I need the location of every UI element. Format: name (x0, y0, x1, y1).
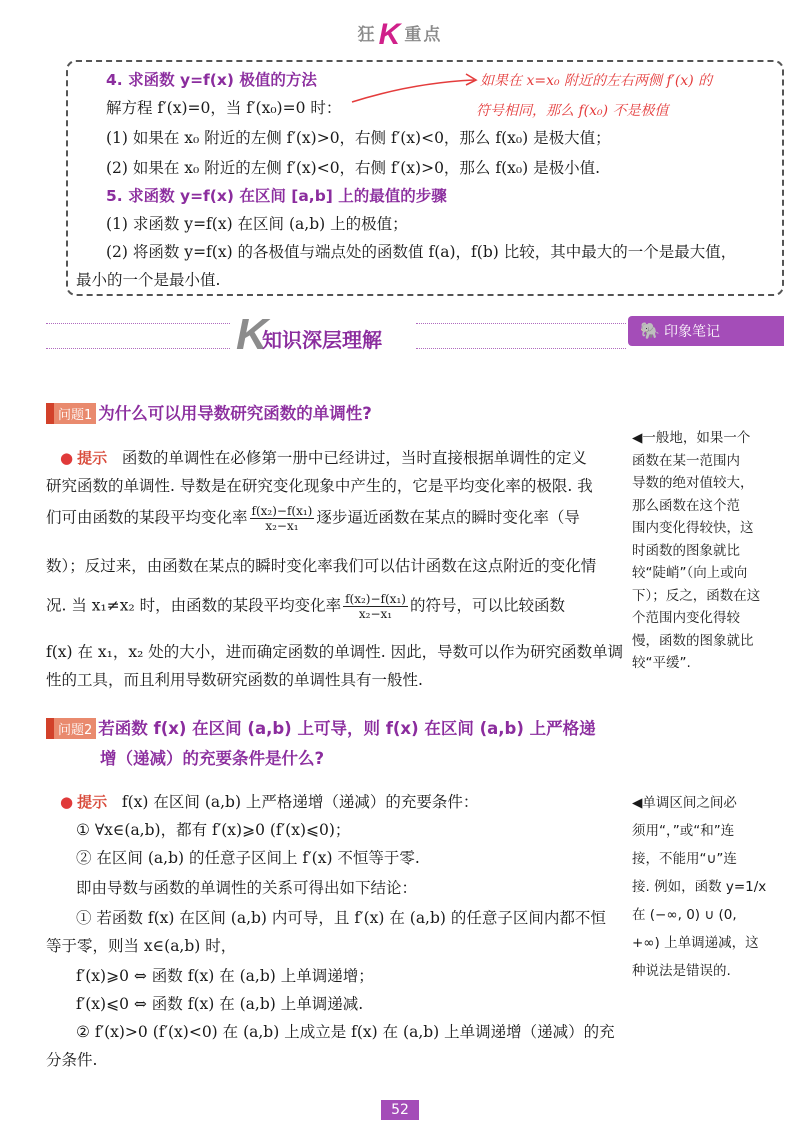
hint-dot-icon: ● (60, 793, 74, 811)
side-note-line: 个范围内变化得较 (632, 610, 740, 626)
side-note-line: 种说法是错误的. (632, 963, 731, 979)
q2-paragraph-line-9: ② f′(x)>0 (f′(x)<0) 在 (a,b) 上成立是 f(x) 在 (a,b) 上单调递增（递减）的充 (76, 1023, 615, 1041)
q1-paragraph-line-6: f(x) 在 x₁，x₂ 处的大小，进而确定函数的单调性. 因此，导数可以作为研究函数单调 (46, 643, 624, 661)
box-line-5: (2) 将函数 y=f(x) 的各极值与端点处的函数值 f(a)，f(b) 比较，其中最大的一个是最大值， (106, 243, 737, 261)
section-title: 知识深层理解 (262, 328, 382, 352)
q2-paragraph-line-8: f′(x)⩽0 ⇔ 函数 f(x) 在 (a,b) 上单调递减. (76, 995, 364, 1013)
q2-hint: ● 提示 (60, 793, 108, 811)
question-1-label: 问题1 (46, 403, 96, 424)
q2-paragraph-line-1: ● 提示 f(x) 在区间 (a,b) 上严格递增（递减）的充要条件： (60, 793, 479, 811)
method-heading-4: 4. 求函数 y=f(x) 极值的方法 (106, 71, 317, 89)
handwritten-note-line-2: 符号相同，那么 f(x₀) 不是极值 (476, 103, 669, 119)
page-number: 52 (381, 1100, 419, 1120)
box-line-1: 解方程 f′(x)=0，当 f′(x₀)=0 时： (106, 99, 342, 117)
q2-side-note (632, 789, 792, 985)
box-line-3: (2) 如果在 x₀ 附近的左侧 f′(x)<0，右侧 f′(x)>0，那么 f(x₀) 是极小值. (106, 159, 600, 177)
side-note-line: 围内变化得较快，这 (632, 520, 754, 536)
question-2-title-line-2: 增（递减）的充要条件是什么? (100, 749, 325, 768)
avg-rate-fraction-1: $\frac{\text{f(x₂)−f(x₁)}}{\text{x₂−x₁}}$ (251, 504, 313, 533)
q1-paragraph-line-4: 数）；反过来，由函数在某点的瞬时变化率我们可以估计函数在这点附近的变化情 (46, 557, 597, 575)
side-note-line: +∞) 上单调递减，这 (632, 935, 759, 951)
side-note-line: 须用“，”或“和”连 (632, 823, 735, 839)
side-note-line: 那么函数在这个范 (632, 497, 740, 514)
section-rule-right (416, 323, 626, 349)
side-note-line: 函数在某一范围内 (632, 452, 740, 469)
header-left: 狂 (357, 25, 377, 45)
side-note-line: 接，不能用“∪”连 (632, 851, 737, 867)
q1-paragraph-line-2: 研究函数的单调性. 导数是在研究变化现象中产生的，它是平均变化率的极限. 我 (46, 477, 593, 495)
q2-paragraph-line-7: f′(x)⩾0 ⇔ 函数 f(x) 在 (a,b) 上单调递增； (76, 967, 374, 985)
q2-paragraph-line-4: 即由导数与函数的单调性的关系可得出如下结论： (76, 879, 418, 897)
side-note-line: 慢，函数的图象就比 (632, 632, 754, 649)
notes-tag-label: 印象笔记 (664, 324, 720, 340)
box-line-6: 最小的一个是最小值. (76, 271, 221, 289)
side-note-line: 下）；反之，函数在这 (632, 587, 761, 604)
q1-paragraph-line-5: 况. 当 x₁≠x₂ 时，由函数的某段平均变化率 $\frac{\text{f(x₂)−f(x₁)}}{\text{x₂−x₁}}$ 的符号，可以比较函数 (46, 592, 565, 621)
q2-paragraph-line-6: 等于零，则当 x∈(a,b) 时， (46, 937, 237, 955)
box-line-4: (1) 求函数 y=f(x) 在区间 (a,b) 上的极值； (106, 215, 408, 233)
q1-paragraph-line-7: 性的工具，而且利用导数研究函数的单调性具有一般性. (46, 671, 423, 689)
q1-paragraph-line-3: 们可由函数的某段平均变化率 $\frac{\text{f(x₂)−f(x₁)}}{\text{x₂−x₁}}$ 逐步逼近函数在某点的瞬时变化率（导 (46, 504, 580, 533)
q2-paragraph-line-3: ② 在区间 (a,b) 的任意子区间上 f′(x) 不恒等于零. (76, 849, 420, 867)
header-right: 重点 (404, 25, 443, 45)
side-note-line: 在 (−∞, 0) ∪ (0, (632, 907, 737, 923)
header-k-logo: K (378, 18, 403, 51)
annotation-arrow (350, 72, 480, 106)
side-note-line: ◀一般地，如果一个 (632, 430, 751, 446)
section-rule-left (46, 323, 230, 349)
elephant-icon: 🐘 (640, 321, 660, 340)
side-note-line: 接. 例如，函数 y=1/x (632, 879, 767, 895)
side-note-line: 较“平缓”. (632, 655, 691, 671)
q2-paragraph-line-5: ① 若函数 f(x) 在区间 (a,b) 内可导，且 f′(x) 在 (a,b) 的任意子区间内都不恒 (76, 909, 606, 927)
running-header (0, 18, 800, 52)
q1-paragraph-line-1: ● 提示 函数的单调性在必修第一册中已经讲过，当时直接根据单调性的定义 (60, 449, 587, 467)
question-2-label: 问题2 (46, 718, 96, 739)
q1-side-note (632, 427, 792, 675)
question-2-header (46, 715, 596, 739)
side-note-line: ◀单调区间之间必 (632, 795, 737, 811)
q2-paragraph-line-10: 分条件. (46, 1051, 98, 1069)
side-note-line: 较“陡峭”（向上或向 (632, 565, 748, 581)
question-1-header (46, 400, 372, 424)
method-heading-5: 5. 求函数 y=f(x) 在区间 [a,b] 上的最值的步骤 (106, 187, 447, 205)
section-k-logo: K (236, 310, 268, 359)
handwritten-note-line-1: 如果在 x=x₀ 附近的左右两侧 f′(x) 的 (480, 73, 713, 89)
side-note-line: 导数的绝对值较大， (632, 475, 754, 491)
question-2-title-line-1: 若函数 f(x) 在区间 (a,b) 上可导，则 f(x) 在区间 (a,b) 上严格递 (98, 719, 596, 738)
avg-rate-fraction-2: $\frac{\text{f(x₂)−f(x₁)}}{\text{x₂−x₁}}$ (345, 592, 406, 621)
q1-hint: ● 提示 (60, 449, 108, 467)
hint-dot-icon: ● (60, 449, 74, 467)
question-1-title: 为什么可以用导数研究函数的单调性? (98, 404, 372, 423)
side-note-line: 时函数的图象就比 (632, 542, 740, 559)
box-line-2: (1) 如果在 x₀ 附近的左侧 f′(x)>0，右侧 f′(x)<0，那么 f(x₀) 是极大值； (106, 129, 611, 147)
notes-tag (628, 316, 784, 346)
q2-paragraph-line-2: ① ∀x∈(a,b)，都有 f′(x)⩾0 (f′(x)⩽0)； (76, 821, 351, 839)
